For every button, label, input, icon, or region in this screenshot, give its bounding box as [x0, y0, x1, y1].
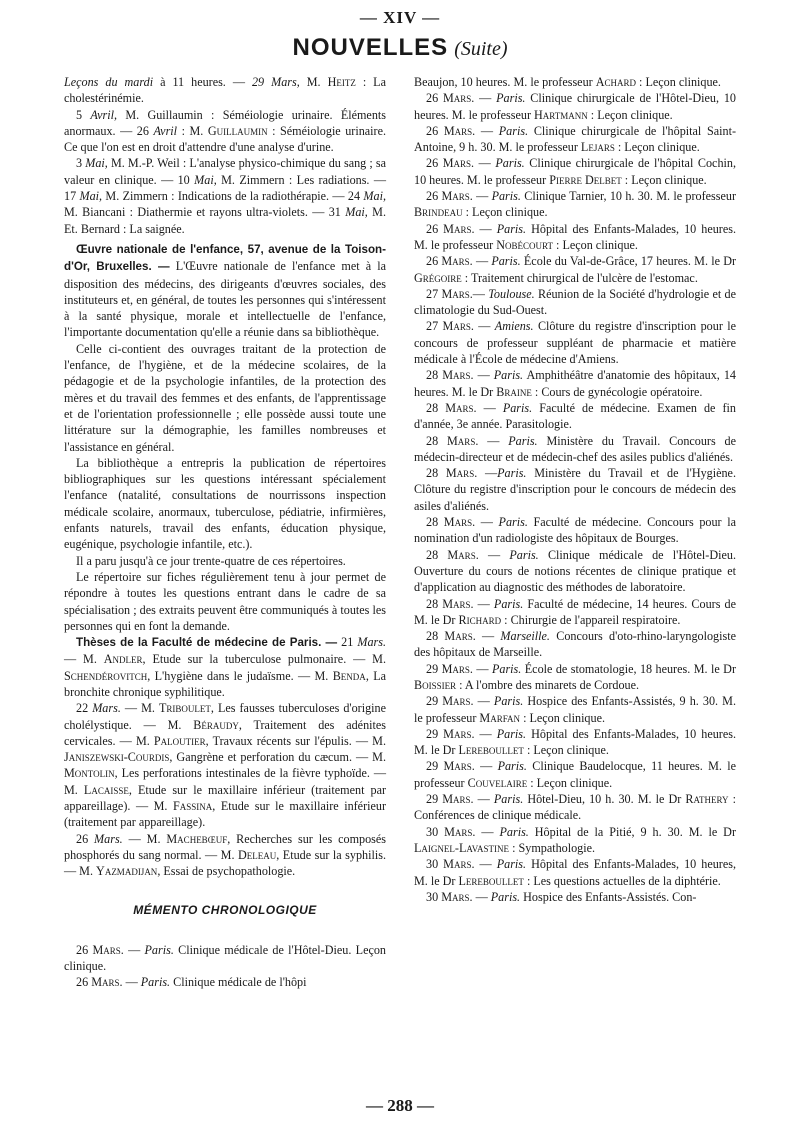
memento-entry: 26 Mars. — Paris. Clinique médicale de l'Hôtel-Dieu. Leçon clinique.	[64, 942, 386, 974]
memento-entry: 28 Mars. — Paris. Faculté de médecine. Examen de fin d'année, 3e année. Parasitologie.	[414, 400, 736, 432]
memento-entry: 30 Mars. — Paris. Hôpital des Enfants-Malades, 10 heures, M. le Dr Lereboullet : Les questions actuelles de la diphtérie.	[414, 857, 736, 888]
memento-entry: 29 Mars. — Paris. Hôpital des Enfants-Malades, 10 heures. M. le Dr Lereboullet : Leçon clinique.	[414, 726, 736, 758]
memento-entry: 26 Mars. — Paris. Hôpital des Enfants-Malades, 10 heures. M. le professeur Nobécourt : Leçon clinique.	[414, 221, 736, 252]
paragraph: Celle ci-contient des ouvrages traitant de la protection de l'enfance, de l'hygiène, et de la médecine scolaires, de la pédagogie et de la psychologie infantiles, de la protection des mères et du travail des femmes et des enfants, de l'apprentissage et de l'orientation professionnelle ; elle possède aussi toute une littérature sur la démographie, les familles nombreuses et l'assistance en général.	[64, 341, 386, 454]
memento-entry: 26 Mars. — Paris. Clinique Tarnier, 10 h. 30. M. le professeur Brindeau : Leçon clinique.	[414, 189, 736, 220]
paragraph: Le répertoire sur fiches régulièrement tenu à jour permet de répondre à toutes les questions entrant dans le cadre de sa spécialisation ; des extraits peuvent être communiqués à toutes les personnes qui en font la demande.	[64, 569, 386, 633]
memento-entry: 26 Mars. — Paris. Clinique médicale de l'hôpi	[76, 975, 307, 990]
paragraph: La bibliothèque a entrepris la publication de répertoires bibliographiques sur les questions intéressant spécialement l'enfance (natalité, consultations de nourrissons inspection médicale scolaire, anormaux, tuberculose, pédiatrie, infirmières, enfants naturels, travail des enfants, éducation physique, eugénique, psychologie infantile, etc.).	[64, 455, 386, 552]
memento-entry: 28 Mars. — Paris. Ministère du Travail. Concours de médecin-directeur et de médecin-chef des asiles publics d'aliénés.	[414, 433, 737, 464]
paragraph: 3 Mai, M. M.-P. Weil : L'analyse physico-chimique du sang ; sa valeur en clinique. — 10 Mai, M. Zimmern : Les radiations. — 17 Mai, M. Zimmern : Indications de la radiothérapie. — 24 Mai, M. Biancani : Diathermie et rayons ultra-violets. — 31 Mai, M. Et. Bernard : La saignée.	[64, 156, 386, 236]
paragraph: Thèses de la Faculté de médecine de Paris. — 21 Mars.— M. Andler, Etude sur la tuberculose pulmonaire. — M. Schendérovitch, L'hygiène dans le judaïsme. — M. Benda, La bronchite chronique syphilitique.	[64, 635, 387, 699]
memento-entry: 28 Mars. — Marseille. Concours d'oto-rhino-laryngologiste des hôpitaux de Marseille.	[414, 629, 736, 660]
memento-entry: 26 Mars. — Paris. Clinique chirurgicale de l'hôpital Cochin, 10 heures. M. le professeur Pierre Delbet : Leçon clinique.	[414, 156, 736, 187]
memento-entry: 29 Mars. — Paris. Clinique Baudelocque, 11 heures. M. le professeur Couvelaire : Leçon clinique.	[414, 759, 736, 790]
memento-entry: 27 Mars. — Amiens. Clôture du registre d'inscription pour le concours de professeur suppléant de pharmacie et matière médicale à l'École de médecine d'Amiens.	[414, 319, 736, 367]
running-header	[0, 34, 800, 63]
left-column	[64, 74, 386, 991]
memento-entry: 26 Mars. — Paris. Clinique chirurgicale de l'hôpital Saint-Antoine, 9 h. 30. M. le professeur Lejars : Leçon clinique.	[414, 123, 736, 155]
right-column	[414, 74, 736, 905]
section-subtitle: (Suite)	[454, 38, 508, 60]
paragraph: Leçons du mardi à 11 heures. — 29 Mars, M. Heitz : La cholestérinémie.	[64, 75, 386, 106]
paragraph: Œuvre nationale de l'enfance, 57, avenue de la Toison-d'Or, Bruxelles. — L'Œuvre nationale de l'enfance met à la disposition des médecins, des dirigeants d'œuvres sociales, des instituteurs et, en général, de toutes les personnes qui s'intéressent à la santé physique, morale et intellectuelle de l'enfance, l'importante documentation qu'elle a réunie dans sa bibliothèque.	[64, 242, 386, 340]
paragraph: 26 Mars. — M. Machebœuf, Recherches sur les composés phosphorés du sang normal. — M. Deleau, Etude sur la syphilis. — M. Yazmadijan, Essai de psychopathologie.	[64, 831, 386, 879]
memento-entry: 27 Mars.— Toulouse. Réunion de la Société d'hydrologie et de climatologie du Sud-Ouest.	[414, 286, 736, 318]
memento-entry: 26 Mars. — Paris. École du Val-de-Grâce, 17 heures. M. le Dr Grégoire : Traitement chirurgical de l'ulcère de l'estomac.	[414, 254, 737, 285]
memento-entry: 28 Mars. — Paris. Clinique médicale de l'Hôtel-Dieu. Ouverture du cours de notions récentes de clinique pratique et d'application au diagnostic des méthodes de laboratoire.	[414, 547, 736, 595]
section-title: NOUVELLES	[292, 34, 449, 61]
memento-entry: 30 Mars. — Paris. Hôpital de la Pitié, 9 h. 30. M. le Dr Laignel-Lavastine : Sympathologie.	[414, 824, 736, 855]
memento-entry: 28 Mars. — Paris. Faculté de médecine. Concours pour la nomination d'un radiologiste des hôpitaux de Bourges.	[414, 515, 736, 546]
memento-entry: 28 Mars. — Paris. Amphithéâtre d'anatomie des hôpitaux, 14 heures. M. le Dr Braine : Cours de gynécologie opératoire.	[414, 368, 736, 399]
memento-entry: 29 Mars. — Paris. École de stomatologie, 18 heures. M. le Dr Boissier : A l'ombre des minarets de Cordoue.	[414, 661, 736, 692]
page-folio: — XIV —	[359, 8, 441, 27]
memento-heading: MÉMENTO CHRONOLOGIQUE	[133, 902, 317, 917]
memento-entry: 26 Mars. — Paris. Clinique chirurgicale de l'Hôtel-Dieu, 10 heures. M. le professeur Hartmann : Leçon clinique.	[414, 91, 736, 122]
paragraph: 5 Avril, M. Guillaumin : Séméiologie urinaire. Éléments anormaux. — 26 Avril : M. Guillaumin : Séméiologie urinaire. Ce que l'on est en droit d'attendre d'une analyse d'urine.	[64, 107, 387, 155]
page-number: — 288 —	[366, 1096, 434, 1115]
memento-entry: 30 Mars. — Paris. Hospice des Enfants-Assistés. Con-	[426, 889, 697, 904]
memento-entry: 29 Mars. — Paris. Hôtel-Dieu, 10 h. 30. M. le Dr Rathery : Conférences de clinique médicale.	[414, 792, 736, 823]
memento-entry: 28 Mars. —Paris. Ministère du Travail et de l'Hygiène. Clôture du registre d'inscription pour le concours de médecin des asiles d'aliénés.	[414, 466, 736, 513]
memento-entry: 28 Mars. — Paris. Faculté de médecine, 14 heures. Cours de M. le Dr Richard : Chirurgie de l'appareil respiratoire.	[414, 596, 736, 627]
memento-entry: 29 Mars. — Paris. Hospice des Enfants-Assistés, 9 h. 30. M. le professeur Marfan : Leçon clinique.	[414, 694, 736, 725]
memento-entry: Beaujon, 10 heures. M. le professeur Achard : Leçon clinique.	[414, 75, 721, 89]
paragraph: Il a paru jusqu'à ce jour trente-quatre de ces répertoires.	[76, 553, 346, 568]
paragraph: 22 Mars. — M. Triboulet, Les fausses tuberculoses d'origine cholélystique. — M. Béraudy, Traitement des adénites cervicales. — M. Paloutier, Travaux récents sur l'épulis. — M. Janiszewski-Courdis, Gangrène et perforation du cæcum. — M. Montolin, Les perforations intestinales de la fièvre typhoïde. — M. Lacaisse, Etude sur le maxillaire inférieur (traitement par appareillage). — M. Fassina, Etude sur le maxillaire inférieur (traitement par appareillage).	[64, 701, 387, 830]
